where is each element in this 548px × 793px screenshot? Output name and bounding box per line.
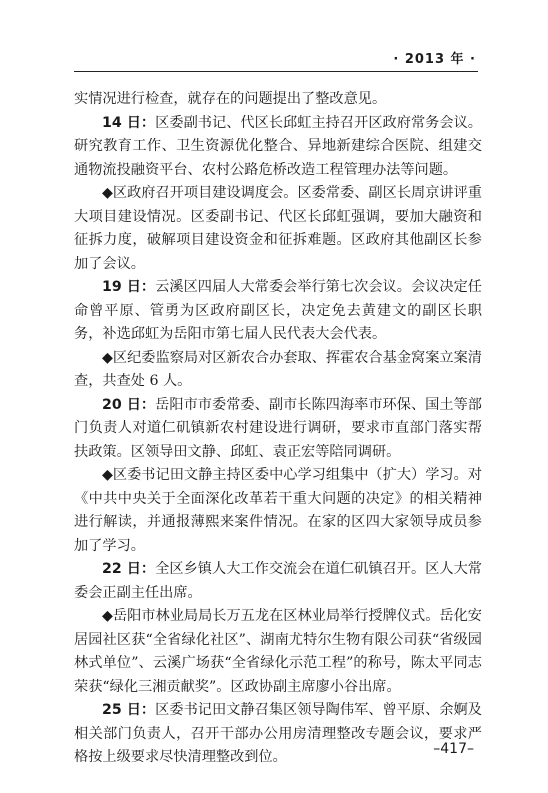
paragraph [74,88,482,112]
entry-date: 25 日： [102,702,156,718]
paragraph-text: ◆区政府召开项目建设调度会。区委常委、副区长周京讲评重大项目建设情况。区委副书记、代区长邱虹强调，要加大融资和征拆力度，破解项目建设资金和征拆难题。区政府其他副区长参加了会议。 [74,185,482,272]
entry-date: 14 日： [102,114,156,131]
paragraph-text: 实情况进行检查，就存在的问题提出了整改意见。 [74,91,387,107]
paragraph-text: 岳阳市市委常委、副市长陈四海率市环保、国土等部门负责人对道仁矶镇新农村建设进行调研，要求市直部门落实帮扶政策。区领导田文静、邱虹、袁正宏等陪同调研。 [74,396,482,460]
paragraph [74,112,482,183]
paragraph [74,558,482,605]
paragraph [74,394,482,465]
header-divider [74,71,478,72]
paragraph [74,276,482,347]
running-header-year: · 2013 年 · [393,52,476,67]
document-body [74,88,482,770]
paragraph [74,464,482,558]
entry-date: 20 日： [102,396,156,413]
entry-date: 22 日： [102,561,156,577]
entry-date: 19 日： [102,279,156,295]
paragraph-text: 区委副书记、代区长邱虹主持召开区政府常务会议。研究教育工作、卫生资源优化整合、异地新建综合医院、组建交通物流投融资平台、农村公路危桥改造工程管理办法等问题。 [74,114,482,178]
page-number: –417– [433,741,474,757]
paragraph-text: 云溪区四届人大常委会举行第七次会议。会议决定任命曾平原、管勇为区政府副区长，决定免去黄建文的副区长职务，补选邱虹为岳阳市第七届人民代表大会代表。 [74,279,482,342]
paragraph-text: 区委书记田文静召集区领导陶伟军、曾平原、余婀及相关部门负责人，召开干部办公用房清理整改专题会议，要求严格按上级要求尽快清理整改到位。 [74,702,482,765]
paragraph-text: ◆区委书记田文静主持区委中心学习组集中（扩大）学习。对《中共中央关于全面深化改革若干重大问题的决定》的相关精神进行解读，并通报薄熙来案件情况。在家的区四大家领导成员参加了学习。 [74,467,482,554]
paragraph-text: 全区乡镇人大工作交流会在道仁矶镇召开。区人大常委会正副主任出席。 [74,561,482,601]
paragraph-text: ◆区纪委监察局对区新农合办套取、挥霍农合基金窝案立案清查，共查处 6 人。 [74,349,482,389]
paragraph [74,605,482,699]
paragraph [74,182,482,276]
paragraph [74,699,482,770]
paragraph-text: ◆岳阳市林业局局长万五龙在区林业局举行授牌仪式。岳化安居园社区获“全省绿化社区”、湖南尤特尔生物有限公司获“省级园林式单位”、云溪广场获“全省绿化示范工程”的称号，陈太平同志荣获“绿化三湘贡献奖”。区政协副主席廖小谷出席。 [74,608,482,695]
paragraph [74,347,482,394]
